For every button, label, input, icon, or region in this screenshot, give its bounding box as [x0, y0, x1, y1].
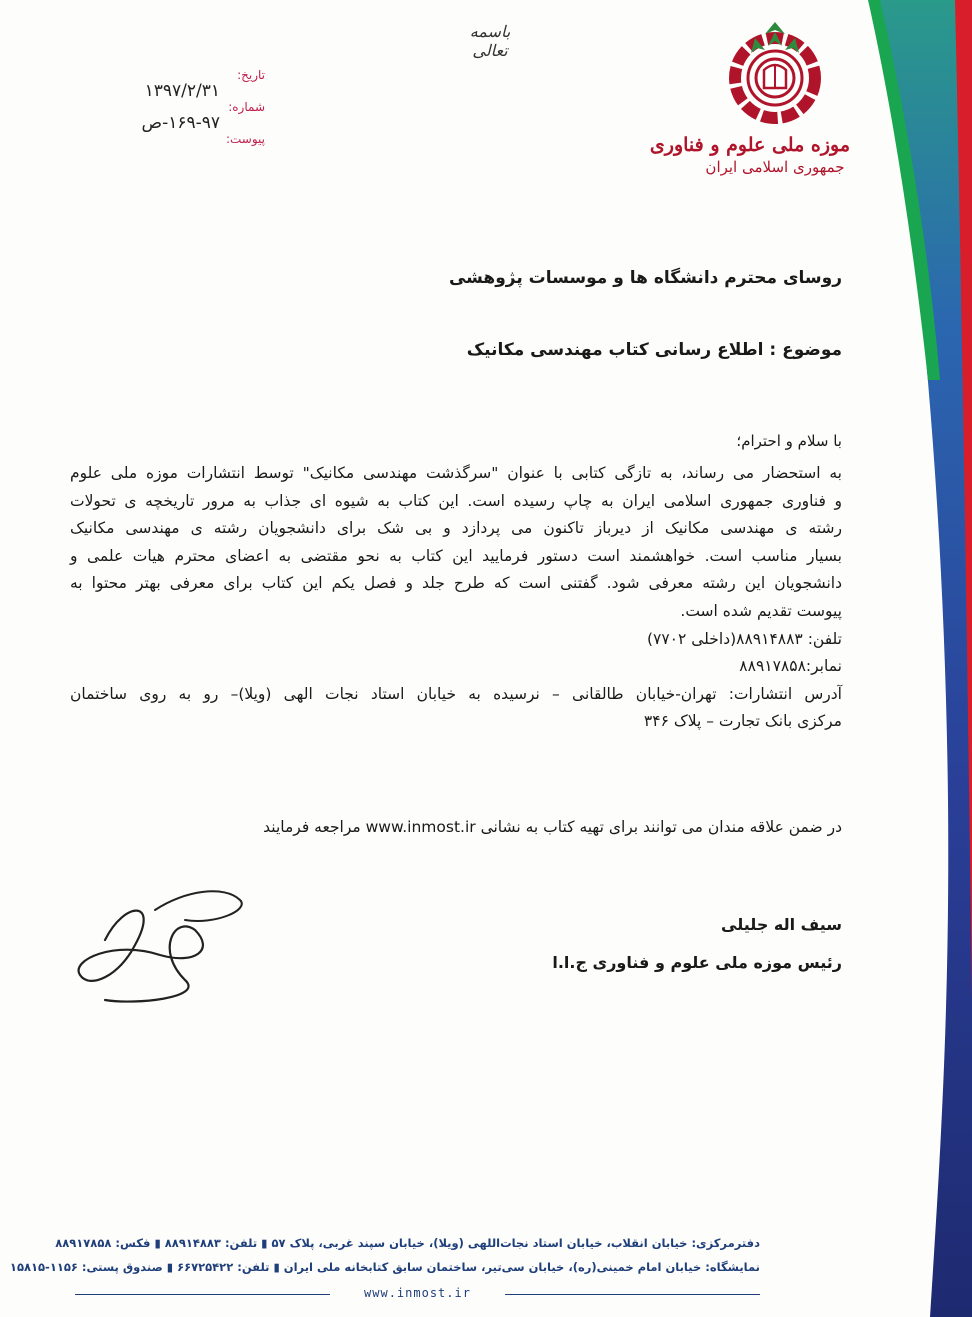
date-value: ۱۳۹۷/۲/۳۱ [144, 81, 220, 101]
handwritten-signature [65, 880, 265, 1024]
footer-website: www.inmost.ir [330, 1286, 505, 1300]
closing-sentence: در ضمن علاقه مندان می توانند برای تهیه کتاب به نشانی www.inmost.ir مراجعه فرمایند [263, 818, 842, 836]
address-line: مرکزی بانک تجارت – پلاک ۳۴۶ [643, 712, 842, 731]
date-label: تاریخ: [237, 68, 265, 82]
number-label: شماره: [228, 100, 265, 114]
attachment-label: پیوست: [225, 132, 265, 146]
body-line: دانشجویان این رشته معرفی شود. گفتنی است که طرح جلد و فصل یکم این کتاب برای معرفی بهتر محتوا به [70, 574, 842, 593]
signer-title: رئیس موزه ملی علوم و فناوری ج.ا.ا [552, 953, 842, 972]
logo-subtitle: جمهوری اسلامی ایران [705, 158, 845, 176]
attachment-row [105, 132, 265, 164]
body-line: و فناوری جمهوری اسلامی ایران به چاپ رسیده است. این کتاب به شیوه ای جذاب به مرور تاریخچه ی تحولات [70, 491, 842, 510]
address-line: آدرس انتشارات: تهران-خیابان طالقانی – نرسیده به خیابان استاد نجات الهی (ویلا)– رو به روی ساختمان [70, 684, 842, 703]
number-row [105, 100, 265, 132]
fax-number: نمابر:۸۸۹۱۷۸۵۸ [739, 657, 842, 676]
date-row [105, 68, 265, 100]
body-line: به استحضار می رساند، به تازگی کتابی با عنوان "سرگذشت مهندسی مکانیک" توسط انتشارات موزه ملی علوم [70, 464, 842, 482]
body-line: بسیار مناسب است. خواهشمند است دستور فرمایید این کتاب به نحو مقتضی به اعضای محترم هیات علمی و [70, 546, 842, 565]
letter-metadata [105, 68, 265, 164]
logo-title: موزه ملی علوم و فناوری [649, 134, 850, 156]
footer-exhibition: نمایشگاه: خیابان امام خمینی(ره)، خیابان سی‌تیر، ساختمان سابق کتابخانه ملی ایران ▮ تلفن: ۶۶۷۲۵۴۲۲ ▮ صندوق پستی: ۱۱۵۶-۱۵۸۱۵ [9, 1260, 760, 1274]
signer-name: سیف اله جلیلی [721, 915, 842, 934]
body-line: پیوست تقدیم شده است. [680, 601, 842, 620]
body-line: رشته ی مهندسی مکانیک از دیرباز تاکنون می پردازد و بی شک برای دانشجویان رشته ی مهندسی مکانیک [70, 519, 842, 538]
addressee: روسای محترم دانشگاه ها و موسسات پژوهشی [448, 268, 842, 288]
museum-emblem-icon [720, 20, 830, 130]
number-value: ۱۶۹-۹۷-ص [141, 113, 220, 133]
greeting: با سلام و احترام؛ [736, 432, 842, 450]
phone-number: تلفن: ۸۸۹۱۴۸۸۳(داخلی ۷۷۰۲) [646, 629, 842, 648]
footer-central-office: دفترمرکزی: خیابان انقلاب، خیابان استاد نجات‌اللهی (ویلا)، خیابان سپند غربی، پلاک ۵۷ ▮ تلفن: ۸۸۹۱۴۸۸۳ ▮ فکس: ۸۸۹۱۷۸۵۸ [55, 1236, 760, 1250]
museum-logo [649, 20, 850, 176]
letter-body [70, 460, 842, 736]
invocation-text: باسمه تعالی [469, 22, 511, 60]
subject-line: موضوع : اطلاع رسانی کتاب مهندسی مکانیک [466, 340, 842, 360]
